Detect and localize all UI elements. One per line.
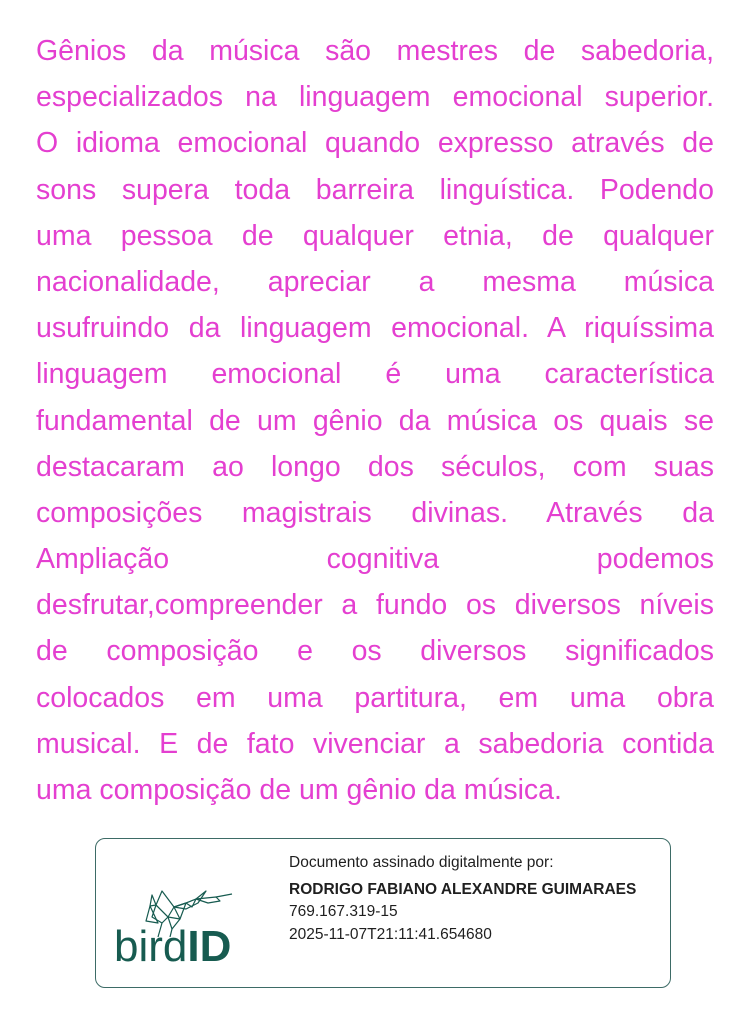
signer-name: RODRIGO FABIANO ALEXANDRE GUIMARAES [289,881,637,898]
signature-details [289,853,659,946]
paragraph-line: musical. E de fato vivenciar a sabedoria contida [36,727,714,760]
hummingbird-icon [112,861,262,971]
signature-heading: Documento assinado digitalmente por: [289,854,554,871]
paragraph-line: usufruindo da linguagem emocional. A riquíssima [36,312,714,345]
paragraph-line: especializados na linguagem emocional superior. [36,81,714,114]
signer-id: 769.167.319-15 [289,903,398,920]
paragraph-line: linguagem emocional é uma característica [36,358,714,391]
paragraph-line: O idioma emocional quando expresso através de [36,127,714,160]
paragraph-line: Gênios da música são mestres de sabedoria, [36,35,714,67]
digital-signature-stamp [95,838,671,988]
birdid-logo [112,861,262,971]
paragraph-line: de composição e os diversos significados [36,635,714,668]
paragraph-line: uma pessoa de qualquer etnia, de qualquer [36,219,714,252]
paragraph-line: destacaram ao longo dos séculos, com suas [36,450,714,483]
logo-wordmark: birdID [114,922,232,971]
paragraph-line: composições magistrais divinas. Através da [36,496,714,529]
paragraph-line-last: uma composição de um gênio da música. [36,774,562,806]
paragraph-line: fundamental de um gênio da música os quais se [36,404,714,437]
paragraph-line: colocados em uma partitura, em uma obra [36,681,714,714]
paragraph-line: sons supera toda barreira linguística. Podendo [36,173,714,206]
paragraph-line: Ampliação cognitiva podemos [36,543,714,576]
document-body [36,28,714,813]
signature-timestamp: 2025-11-07T21:11:41.654680 [289,926,492,943]
paragraph-line: desfrutar,compreender a fundo os diversos níveis [36,589,714,622]
paragraph-line: nacionalidade, apreciar a mesma música [36,265,714,298]
